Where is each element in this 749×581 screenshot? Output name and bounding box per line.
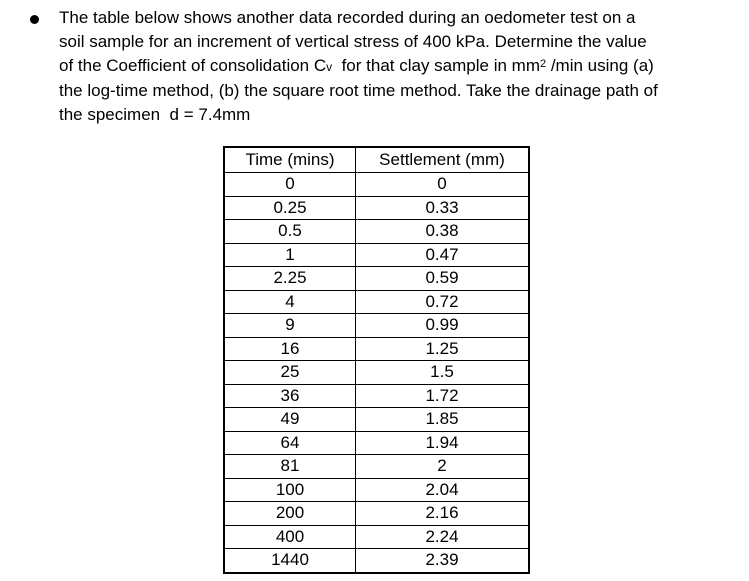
time-cell: 400 bbox=[224, 525, 356, 549]
table-row bbox=[224, 220, 529, 244]
settlement-cell: 1.25 bbox=[356, 337, 530, 361]
table-row bbox=[224, 384, 529, 408]
time-cell: 100 bbox=[224, 478, 356, 502]
table-body bbox=[224, 173, 529, 573]
question-line-3-a: of the Coefficient of consolidation C bbox=[59, 56, 327, 75]
table-row bbox=[224, 549, 529, 573]
table-row bbox=[224, 243, 529, 267]
header-settlement: Settlement (mm) bbox=[356, 147, 530, 173]
time-cell: 36 bbox=[224, 384, 356, 408]
table-row bbox=[224, 408, 529, 432]
settlement-cell: 0.99 bbox=[356, 314, 530, 338]
settlement-cell: 2.16 bbox=[356, 502, 530, 526]
squared-superscript: 2 bbox=[539, 58, 547, 70]
table-row bbox=[224, 361, 529, 385]
settlement-cell: 1.5 bbox=[356, 361, 530, 385]
time-cell: 2.25 bbox=[224, 267, 356, 291]
time-cell: 1 bbox=[224, 243, 356, 267]
settlement-cell: 1.85 bbox=[356, 408, 530, 432]
table-row bbox=[224, 478, 529, 502]
time-cell: 200 bbox=[224, 502, 356, 526]
settlement-cell: 1.72 bbox=[356, 384, 530, 408]
time-cell: 4 bbox=[224, 290, 356, 314]
time-cell: 16 bbox=[224, 337, 356, 361]
oedometer-data-table bbox=[223, 146, 530, 574]
table-row bbox=[224, 267, 529, 291]
settlement-cell: 2.24 bbox=[356, 525, 530, 549]
cv-subscript: v bbox=[326, 60, 333, 74]
settlement-cell: 2.39 bbox=[356, 549, 530, 573]
table-row bbox=[224, 337, 529, 361]
settlement-cell: 0 bbox=[356, 173, 530, 197]
settlement-cell: 0.47 bbox=[356, 243, 530, 267]
time-cell: 0 bbox=[224, 173, 356, 197]
settlement-cell: 0.38 bbox=[356, 220, 530, 244]
table-row bbox=[224, 173, 529, 197]
question-line-3 bbox=[59, 54, 739, 79]
time-cell: 0.5 bbox=[224, 220, 356, 244]
time-cell: 0.25 bbox=[224, 196, 356, 220]
time-cell: 64 bbox=[224, 431, 356, 455]
settlement-cell: 2.04 bbox=[356, 478, 530, 502]
settlement-cell: 2 bbox=[356, 455, 530, 479]
settlement-cell: 0.59 bbox=[356, 267, 530, 291]
settlement-cell: 1.94 bbox=[356, 431, 530, 455]
question-paragraph bbox=[59, 6, 739, 127]
settlement-cell: 0.72 bbox=[356, 290, 530, 314]
time-cell: 1440 bbox=[224, 549, 356, 573]
time-cell: 25 bbox=[224, 361, 356, 385]
table-row bbox=[224, 525, 529, 549]
table-row bbox=[224, 502, 529, 526]
question-line-1: The table below shows another data recorded during an oedometer test on a bbox=[59, 8, 636, 27]
question-line-2: soil sample for an increment of vertical stress of 400 kPa. Determine the value bbox=[59, 32, 647, 51]
question-line-3-b: for that clay sample in mm bbox=[332, 56, 540, 75]
question-line-3-c: /min using (a) bbox=[546, 56, 654, 75]
table-header-row bbox=[224, 147, 529, 173]
table-row bbox=[224, 431, 529, 455]
question-line-4: the log-time method, (b) the square root time method. Take the drainage path of bbox=[59, 81, 658, 100]
time-cell: 81 bbox=[224, 455, 356, 479]
table-row bbox=[224, 290, 529, 314]
time-cell: 49 bbox=[224, 408, 356, 432]
question-line-5: the specimen d = 7.4mm bbox=[59, 105, 251, 124]
table-row bbox=[224, 314, 529, 338]
header-time: Time (mins) bbox=[224, 147, 356, 173]
time-cell: 9 bbox=[224, 314, 356, 338]
table-row bbox=[224, 196, 529, 220]
settlement-cell: 0.33 bbox=[356, 196, 530, 220]
table-row bbox=[224, 455, 529, 479]
bullet-point bbox=[30, 15, 39, 24]
